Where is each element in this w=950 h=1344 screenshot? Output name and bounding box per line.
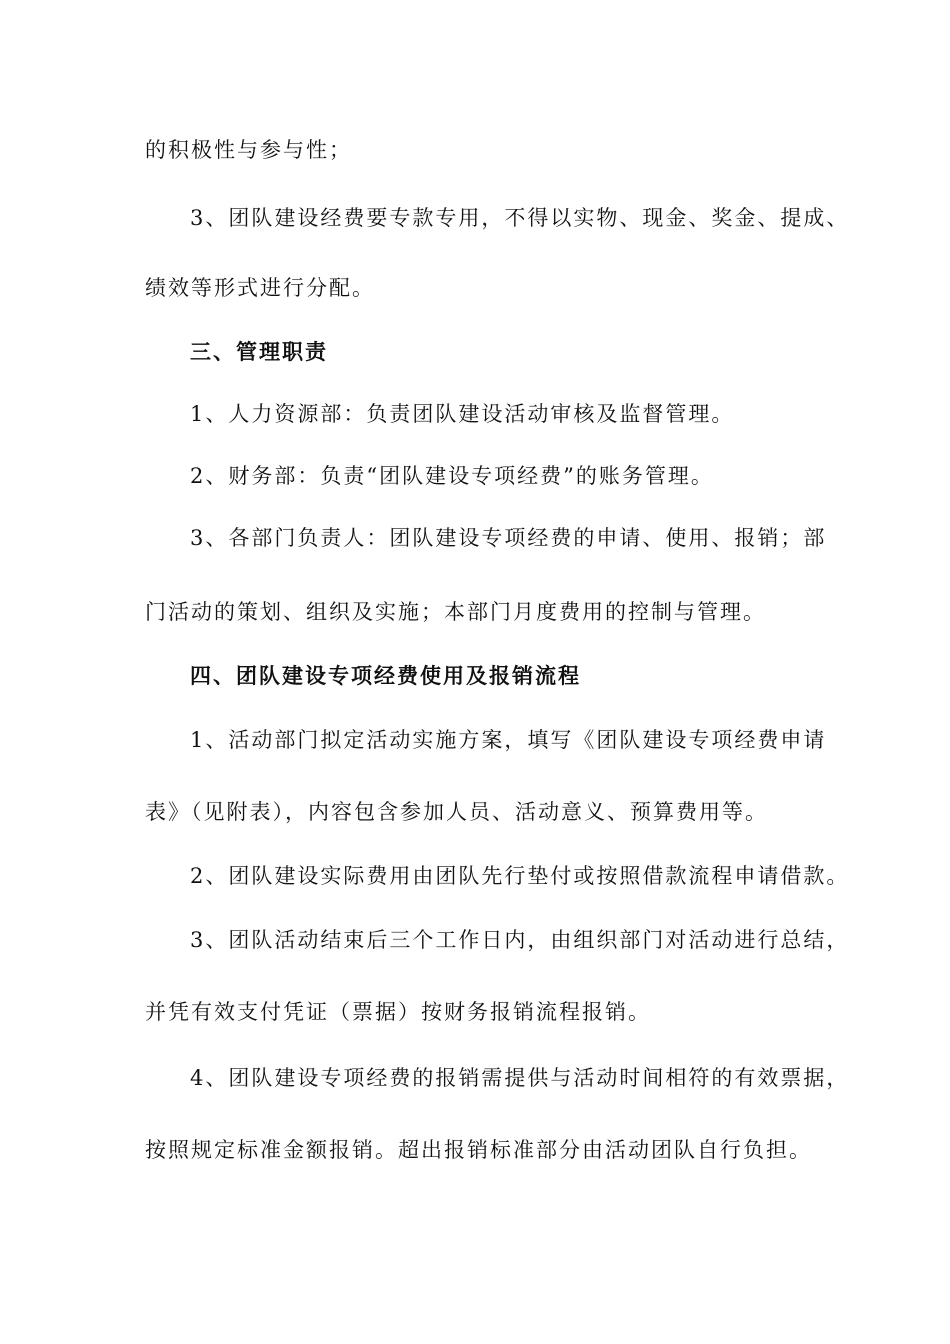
section-heading: 三、管理职责: [190, 340, 328, 364]
paragraph-item: 2、财务部：负责“团队建设专项经费”的账务管理。: [190, 464, 714, 488]
paragraph-item: 1、人力资源部：负责团队建设活动审核及监督管理。: [190, 402, 735, 426]
paragraph-item: 3、各部门负责人：团队建设专项经费的申请、使用、报销；部: [190, 526, 827, 550]
section-heading: 四、团队建设专项经费使用及报销流程: [190, 664, 581, 688]
paragraph-continuation: 的积极性与参与性；: [145, 138, 352, 162]
paragraph-continuation: 并凭有效支付凭证（票据）按财务报销流程报销。: [145, 1000, 651, 1024]
paragraph-item: 3、团队活动结束后三个工作日内，由组织部门对活动进行总结，: [190, 928, 850, 952]
paragraph-item: 1、活动部门拟定活动实施方案，填写《团队建设专项经费申请: [190, 728, 827, 752]
paragraph-item: 4、团队建设专项经费的报销需提供与活动时间相符的有效票据，: [190, 1066, 850, 1090]
paragraph-continuation: 绩效等形式进行分配。: [145, 276, 375, 300]
paragraph-continuation: 门活动的策划、组织及实施；本部门月度费用的控制与管理。: [145, 600, 766, 624]
paragraph-item: 3、团队建设经费要专款专用，不得以实物、现金、奖金、提成、: [190, 206, 850, 230]
paragraph-continuation: 表》（见附表），内容包含参加人员、活动意义、预算费用等。: [145, 800, 768, 824]
paragraph-item: 2、团队建设实际费用由团队先行垫付或按照借款流程申请借款。: [190, 864, 850, 888]
paragraph-continuation: 按照规定标准金额报销。超出报销标准部分由活动团队自行负担。: [145, 1138, 812, 1162]
